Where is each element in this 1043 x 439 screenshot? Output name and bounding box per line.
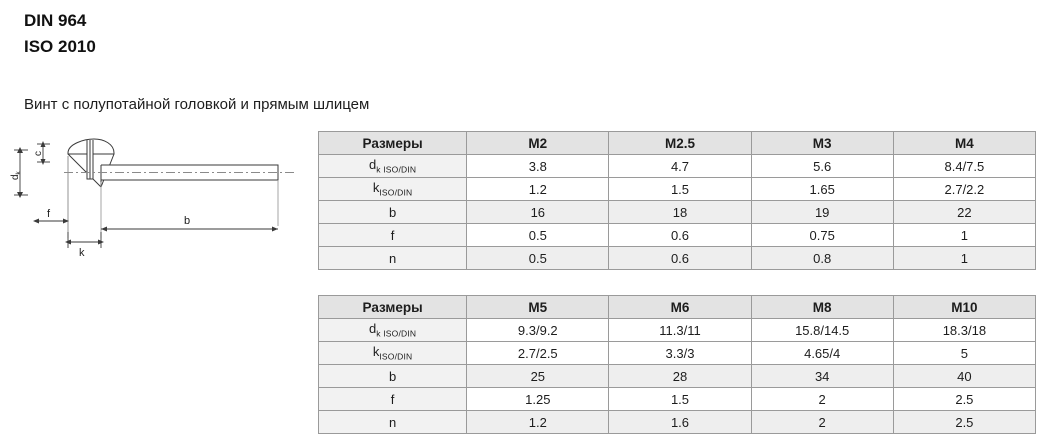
table-row: [319, 224, 1036, 247]
row-label-n: n: [319, 411, 467, 434]
cell-value: 2.7/2.5: [467, 342, 609, 365]
product-description: Винт с полупотайной головкой и прямым шлицем: [24, 96, 370, 113]
cell-value: 0.6: [609, 247, 751, 270]
cell-value: 18: [609, 201, 751, 224]
table-header-row: [319, 132, 1036, 155]
cell-value: 1: [893, 224, 1035, 247]
row-label-n: n: [319, 247, 467, 270]
cell-value: 11.3/11: [609, 319, 751, 342]
cell-value: 1.2: [467, 411, 609, 434]
column-header-m3: M3: [751, 132, 893, 155]
cell-value: 2: [751, 411, 893, 434]
dimensions-table-large: [318, 295, 1036, 434]
cell-value: 2.7/2.2: [893, 178, 1035, 201]
column-header-m4: M4: [893, 132, 1035, 155]
cell-value: 9.3/9.2: [467, 319, 609, 342]
table-row: [319, 342, 1036, 365]
cell-value: 1.5: [609, 178, 751, 201]
standard-codes: [24, 8, 96, 60]
cell-value: 25: [467, 365, 609, 388]
cell-value: 22: [893, 201, 1035, 224]
dimension-label-b: b: [184, 215, 191, 227]
cell-value: 0.8: [751, 247, 893, 270]
cell-value: 18.3/18: [893, 319, 1035, 342]
cell-value: 5.6: [751, 155, 893, 178]
table-row: [319, 178, 1036, 201]
cell-value: 1.65: [751, 178, 893, 201]
row-label-f: f: [319, 388, 467, 411]
cell-value: 0.5: [467, 224, 609, 247]
column-header-sizes: Размеры: [319, 296, 467, 319]
dimension-label-d-outer: $d_k$: [10, 171, 22, 180]
column-header-m25: M2.5: [609, 132, 751, 155]
cell-value: 34: [751, 365, 893, 388]
column-header-m6: M6: [609, 296, 751, 319]
cell-value: 2.5: [893, 411, 1035, 434]
cell-value: 8.4/7.5: [893, 155, 1035, 178]
table-row: [319, 365, 1036, 388]
column-header-m5: M5: [467, 296, 609, 319]
cell-value: 1.6: [609, 411, 751, 434]
row-label-k: $k_{ISO/DIN}$: [319, 178, 467, 201]
table-row: [319, 155, 1036, 178]
row-label-dk: $d_{k ISO/DIN}$: [319, 155, 467, 178]
dimension-label-f: f: [47, 208, 51, 220]
cell-value: 2.5: [893, 388, 1035, 411]
table-row: [319, 319, 1036, 342]
table-header-row: [319, 296, 1036, 319]
dimension-label-c: c: [33, 151, 44, 156]
cell-value: 2: [751, 388, 893, 411]
column-header-m8: M8: [751, 296, 893, 319]
cell-value: 40: [893, 365, 1035, 388]
table-row: [319, 388, 1036, 411]
table-row: [319, 411, 1036, 434]
cell-value: 15.8/14.5: [751, 319, 893, 342]
cell-value: 3.8: [467, 155, 609, 178]
cell-value: 1: [893, 247, 1035, 270]
dimension-label-k: k: [79, 247, 85, 259]
cell-value: 0.75: [751, 224, 893, 247]
column-header-m2: M2: [467, 132, 609, 155]
cell-value: 28: [609, 365, 751, 388]
cell-value: 19: [751, 201, 893, 224]
cell-value: 1.2: [467, 178, 609, 201]
row-label-b: b: [319, 365, 467, 388]
cell-value: 5: [893, 342, 1035, 365]
cell-value: 16: [467, 201, 609, 224]
column-header-m10: M10: [893, 296, 1035, 319]
cell-value: 0.5: [467, 247, 609, 270]
cell-value: 0.6: [609, 224, 751, 247]
standard-code-din: DIN 964: [24, 11, 87, 30]
dimensions-table-small: [318, 131, 1036, 270]
table-row: [319, 201, 1036, 224]
row-label-f: f: [319, 224, 467, 247]
column-header-sizes: Размеры: [319, 132, 467, 155]
cell-value: 1.5: [609, 388, 751, 411]
cell-value: 1.25: [467, 388, 609, 411]
raised-countersunk-head-slotted-screw-drawing: [6, 132, 302, 270]
table-row: [319, 247, 1036, 270]
row-label-b: b: [319, 201, 467, 224]
cell-value: 3.3/3: [609, 342, 751, 365]
standard-code-iso: ISO 2010: [24, 37, 96, 56]
cell-value: 4.65/4: [751, 342, 893, 365]
row-label-dk: $d_{k ISO/DIN}$: [319, 319, 467, 342]
row-label-k: $k_{ISO/DIN}$: [319, 342, 467, 365]
cell-value: 4.7: [609, 155, 751, 178]
